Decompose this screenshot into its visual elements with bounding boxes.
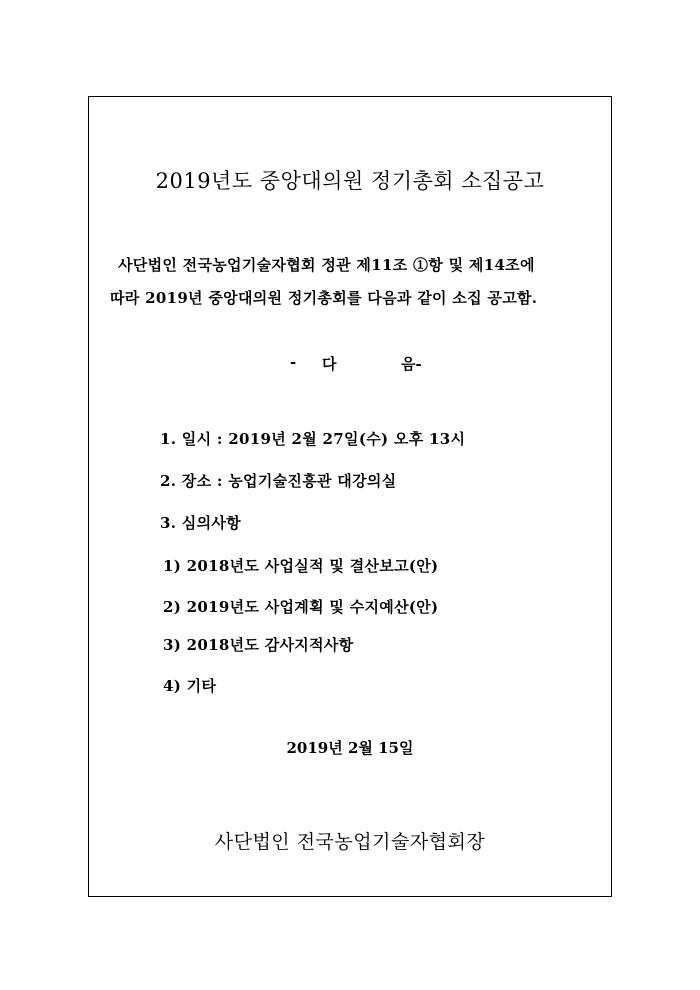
agenda-item: 2) 2019년도 사업계획 및 수지예산(안) bbox=[163, 598, 439, 616]
notice-date: 2019년 2월 15일 bbox=[286, 739, 414, 757]
item-location: 2. 장소 : 농업기술진흥관 대강의실 bbox=[160, 472, 397, 490]
intro-paragraph-line-1: 사단법인 전국농업기술자협회 정관 제11조 ①항 및 제14조에 bbox=[118, 256, 535, 274]
item-agenda-heading: 3. 심의사항 bbox=[160, 514, 241, 532]
agenda-item: 4) 기타 bbox=[163, 677, 217, 695]
item-datetime: 1. 일시 : 2019년 2월 27일(수) 오후 13시 bbox=[160, 430, 466, 448]
intro-paragraph-line-2: 따라 2019년 중앙대의원 정기총회를 다음과 같이 소집 공고함. bbox=[110, 289, 538, 307]
issuer-name: 사단법인 전국농업기술자협회장 bbox=[214, 831, 486, 853]
agenda-item: 1) 2018년도 사업실적 및 결산보고(안) bbox=[163, 557, 439, 575]
document-border bbox=[88, 96, 612, 897]
divider-word-end: 음- bbox=[401, 355, 422, 373]
divider-dash: - bbox=[290, 353, 297, 371]
divider-word-start: 다 bbox=[322, 355, 337, 373]
agenda-item: 3) 2018년도 감사지적사항 bbox=[163, 636, 354, 654]
notice-title: 2019년도 중앙대의원 정기총회 소집공고 bbox=[155, 169, 545, 193]
